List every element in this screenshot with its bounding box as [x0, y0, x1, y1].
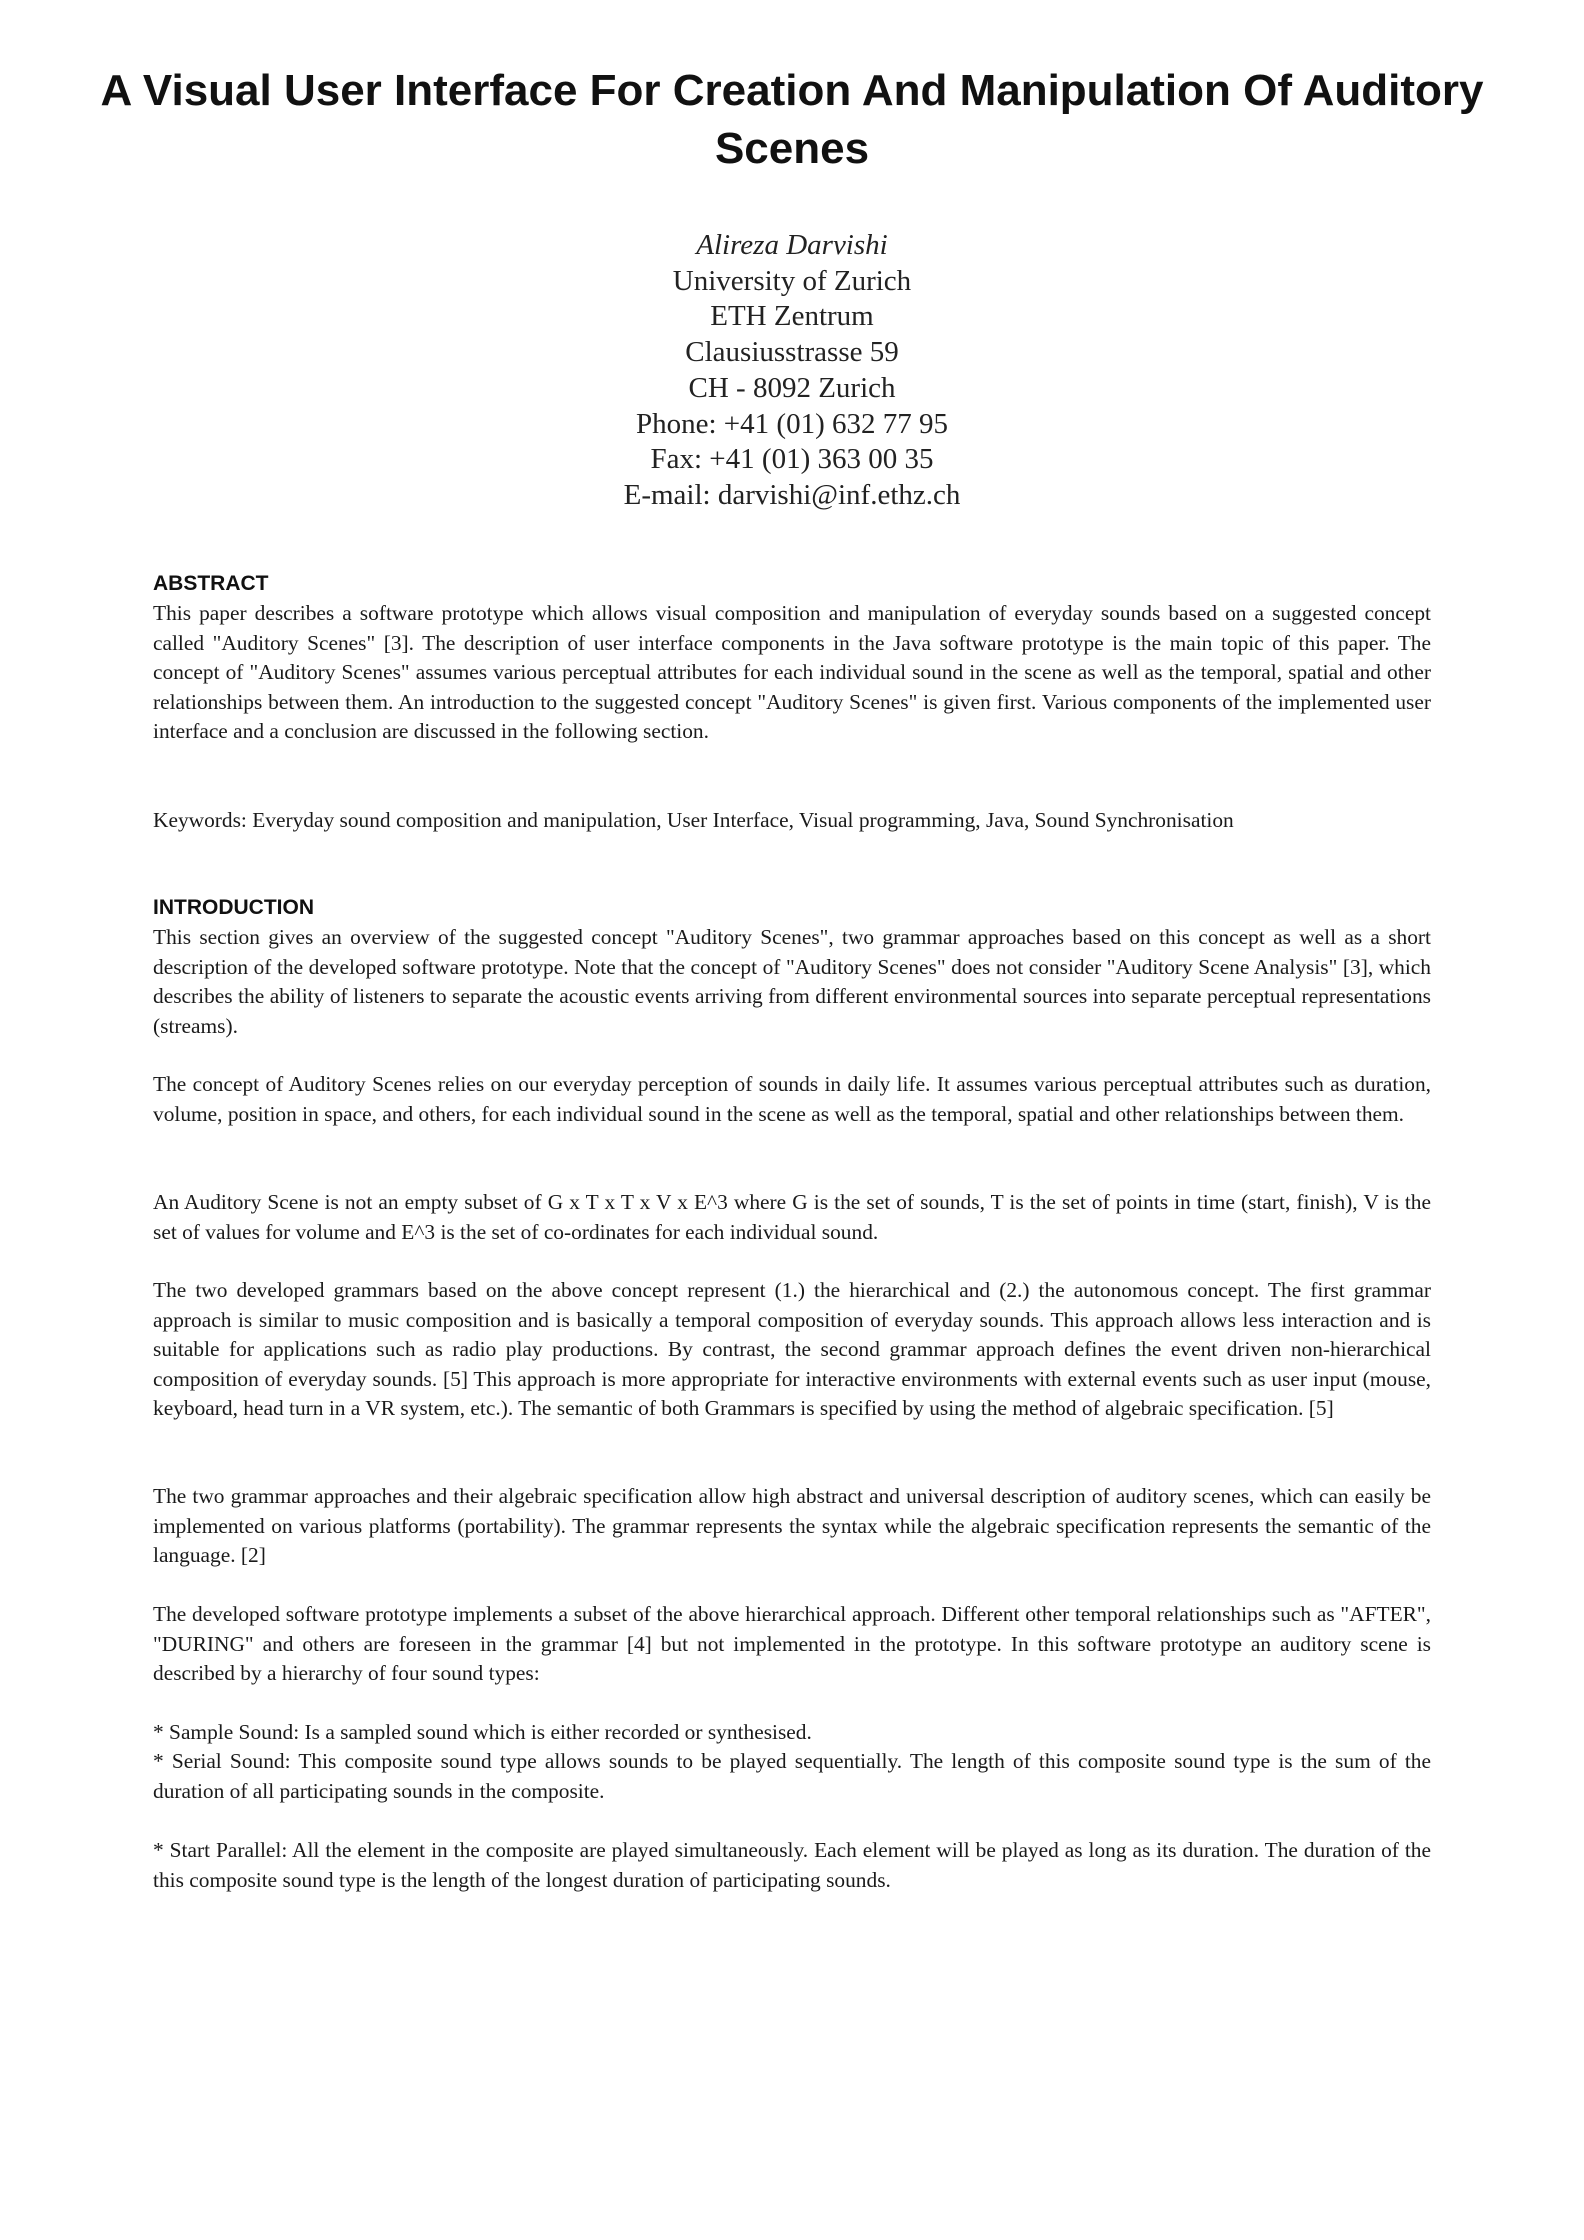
- author-affiliation-line: University of Zurich: [672, 264, 912, 297]
- intro-paragraph: An Auditory Scene is not an empty subset of G x T x T x V x E^3 where G is the set of sounds, T is the set of points in time (start, finish), V is the set of values for volume and E^3 is the set of co-ordinates for each individual sound.: [153, 1190, 1431, 1244]
- abstract-heading: ABSTRACT: [153, 572, 269, 595]
- author-name: Alireza Darvishi: [696, 229, 888, 261]
- paper-title: A Visual User Interface For Creation And Manipulation Of Auditory Scenes: [100, 66, 1484, 173]
- author-affiliation-line: CH - 8092 Zurich: [688, 371, 896, 404]
- author-block: [392, 228, 1192, 514]
- intro-paragraph: The concept of Auditory Scenes relies on our everyday perception of sounds in daily life. It assumes various perceptual attributes such as duration, volume, position in space, and others, for each individual sound in the scene as well as the temporal, spatial and other relationships between them.: [153, 1072, 1431, 1126]
- abstract-text: This paper describes a software prototype which allows visual composition and manipulation of everyday sounds based on a suggested concept called "Auditory Scenes" [3]. The description of user interface components in the Java software prototype is the main topic of this paper. The concept of "Auditory Scenes" assumes various perceptual attributes for each individual sound in the scene as well as the temporal, spatial and other relationships between them. An introduction to the suggested concept "Auditory Scenes" is given first. Various components of the implemented user interface and a conclusion are discussed in the following section.: [153, 601, 1431, 743]
- intro-paragraph: The two developed grammars based on the above concept represent (1.) the hierarchical and (2.) the autonomous concept. The first grammar approach is similar to music composition and is basically a temporal composition of everyday sounds. This approach allows less interaction and is suitable for applications such as radio play productions. By contrast, the second grammar approach defines the event driven non-hierarchical composition of everyday sounds. [5] This approach is more appropriate for interactive environments with external events such as user input (mouse, keyboard, head turn in a VR system, etc.). The semantic of both Grammars is specified by using the method of algebraic specification. [5]: [153, 1278, 1431, 1420]
- intro-paragraph: The developed software prototype implements a subset of the above hierarchical approach. Different other temporal relationships such as "AFTER", "DURING" and others are foreseen in the grammar [4] but not implemented in the prototype. In this software prototype an auditory scene is described by a hierarchy of four sound types:: [153, 1602, 1431, 1685]
- author-email: E-mail: darvishi@inf.ethz.ch: [623, 478, 961, 511]
- author-fax: Fax: +41 (01) 363 00 35: [650, 443, 934, 476]
- introduction-heading: INTRODUCTION: [153, 896, 314, 919]
- keywords: Keywords: Everyday sound composition and manipulation, User Interface, Visual programming, Java, Sound Synchronisation: [153, 808, 1234, 832]
- author-affiliation-line: Clausiusstrasse 59: [685, 336, 899, 369]
- list-item-start-parallel: * Start Parallel: All the element in the composite are played simultaneously. Each element will be played as long as its duration. The duration of the this composite sound type is the length of the longest duration of participating sounds.: [153, 1838, 1431, 1892]
- list-item-serial-sound: * Serial Sound: This composite sound type allows sounds to be played sequentially. The length of this composite sound type is the sum of the duration of all participating sounds in the composite.: [153, 1749, 1431, 1803]
- list-item-sample-sound: * Sample Sound: Is a sampled sound which is either recorded or synthesised.: [153, 1720, 812, 1744]
- author-phone: Phone: +41 (01) 632 77 95: [636, 407, 948, 440]
- intro-paragraph: This section gives an overview of the suggested concept "Auditory Scenes", two grammar approaches based on this concept as well as a short description of the developed software prototype. Note that the concept of "Auditory Scenes" does not consider "Auditory Scene Analysis" [3], which describes the ability of listeners to separate the acoustic events arriving from different environmental sources into separate perceptual representations (streams).: [153, 925, 1431, 1038]
- author-affiliation-line: ETH Zentrum: [710, 300, 874, 333]
- intro-paragraph: The two grammar approaches and their algebraic specification allow high abstract and universal description of auditory scenes, which can easily be implemented on various platforms (portability). The grammar represents the syntax while the algebraic specification represents the semantic of the language. [2]: [153, 1484, 1431, 1567]
